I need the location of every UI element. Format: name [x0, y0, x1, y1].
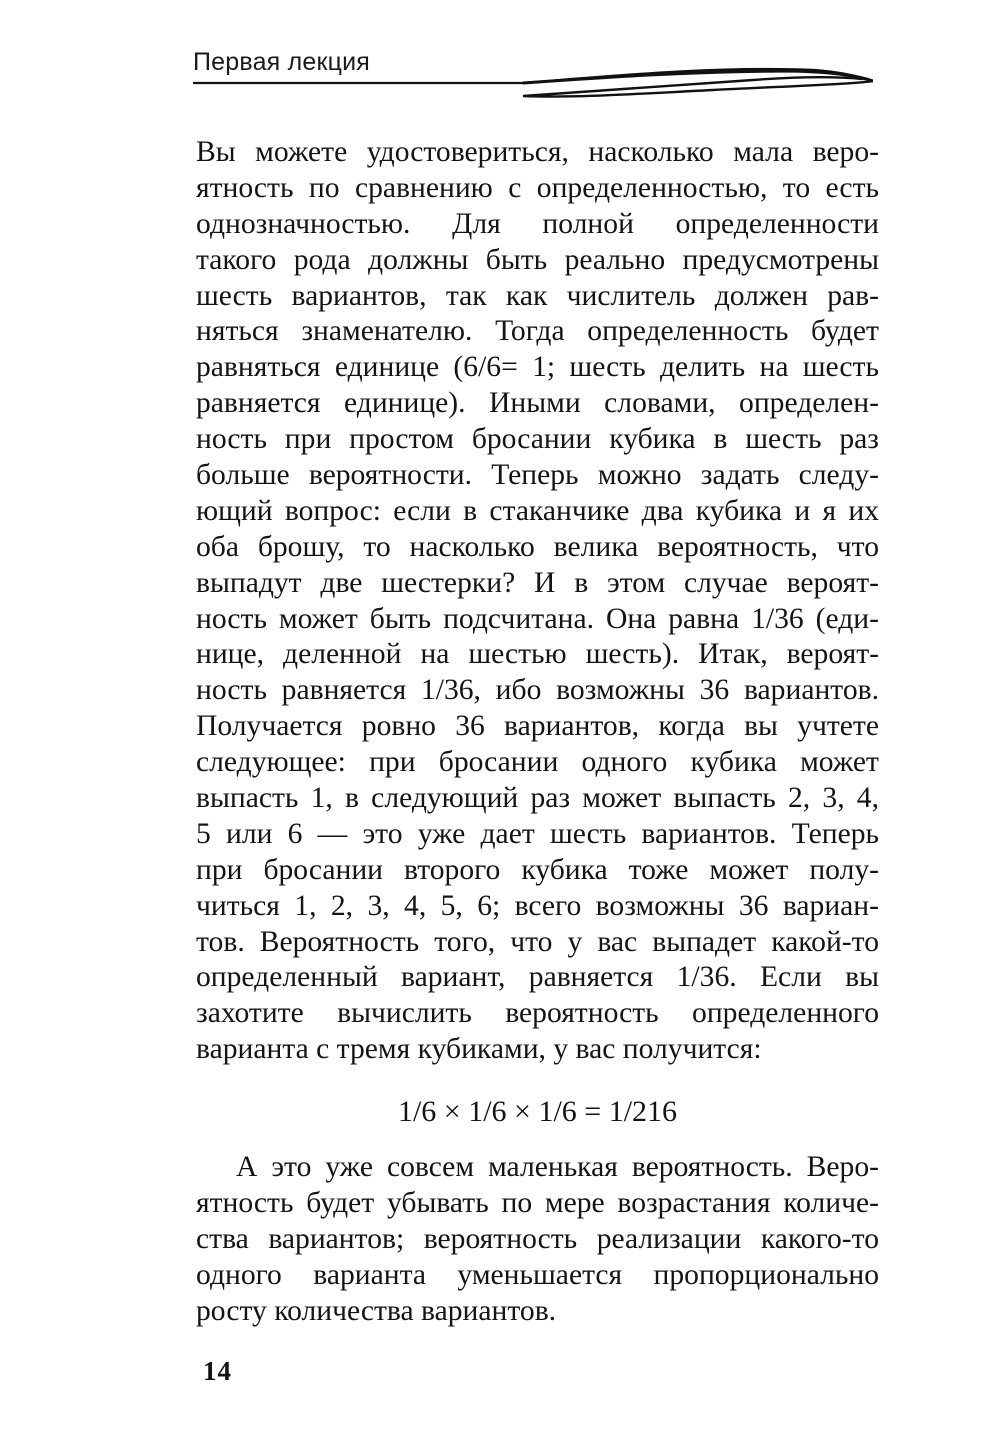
text-line: тов. Вероятность того, что у вас выпадет какой-то	[196, 925, 879, 958]
text-line: росту количества вариантов.	[196, 1294, 557, 1327]
text-line: варианта с тремя кубиками, у вас получится:	[196, 1033, 762, 1066]
text-line: ства вариантов; вероятность реализации какого-то	[196, 1222, 879, 1255]
text-line: такого рода должны быть реально предусмотрены	[196, 243, 879, 276]
text-line: захотите вычислить вероятность определенного	[196, 997, 879, 1030]
text-line: выпадут две шестерки? И в этом случае вероят-	[196, 566, 879, 599]
text-line: Вы можете удостовериться, насколько мала веро-	[196, 136, 879, 168]
formula-text: 1/6 × 1/6 × 1/6 = 1/216	[397, 1095, 678, 1129]
probability-formula	[196, 1082, 879, 1142]
text-line: шесть вариантов, так как числитель должен рав-	[196, 279, 879, 312]
text-line: оба брошу, то насколько велика вероятность, что	[196, 530, 879, 563]
text-line: равняться единице (6/6= 1; шесть делить на шесть	[196, 351, 879, 384]
paragraph-2	[196, 1150, 879, 1329]
text-line: определенный вариант, равняется 1/36. Если вы	[196, 961, 879, 994]
running-head	[193, 44, 873, 104]
paragraph-1	[196, 135, 879, 1068]
text-line: А это уже совсем маленькая вероятность. Веро-	[236, 1151, 879, 1184]
text-line: ность равняется 1/36, ибо возможны 36 вариантов.	[196, 674, 879, 707]
text-line: няться знаменателю. Тогда определенность будет	[196, 315, 879, 348]
page-body	[196, 135, 879, 1330]
text-line: ющий вопрос: если в стаканчике два кубика и я их	[196, 494, 879, 527]
text-line: следующее: при бросании одного кубика может	[196, 746, 879, 779]
page-number: 14	[203, 1356, 232, 1386]
text-line: Получается ровно 36 вариантов, когда вы учтете	[196, 710, 879, 743]
text-line: больше вероятности. Теперь можно задать следу-	[196, 459, 879, 492]
running-head-rule	[193, 64, 873, 104]
text-line: ность может быть подсчитана. Она равна 1/36 (еди-	[196, 602, 879, 635]
text-line: ятность по сравнению с определенностью, то есть	[196, 171, 879, 204]
text-line: равняется единице). Иными словами, определен-	[196, 387, 879, 420]
text-line: 5 или 6 — это уже дает шесть вариантов. Теперь	[196, 817, 879, 850]
text-line: читься 1, 2, 3, 4, 5, 6; всего возможны 36 вариан-	[196, 889, 879, 922]
running-head-title: Первая лекция	[193, 48, 371, 76]
text-line: однозначностью. Для полной определенности	[196, 207, 879, 240]
text-line: ность при простом бросании кубика в шесть раз	[196, 423, 879, 456]
text-line: при бросании второго кубика тоже может полу-	[196, 853, 879, 886]
text-line: ятность будет убывать по мере возрастания количе-	[196, 1187, 879, 1220]
text-line: нице, деленной на шестью шесть). Итак, вероят-	[196, 638, 879, 671]
text-line: одного варианта уменьшается пропорционально	[196, 1258, 879, 1291]
text-line: выпасть 1, в следующий раз может выпасть 2, 3, 4,	[196, 782, 879, 815]
